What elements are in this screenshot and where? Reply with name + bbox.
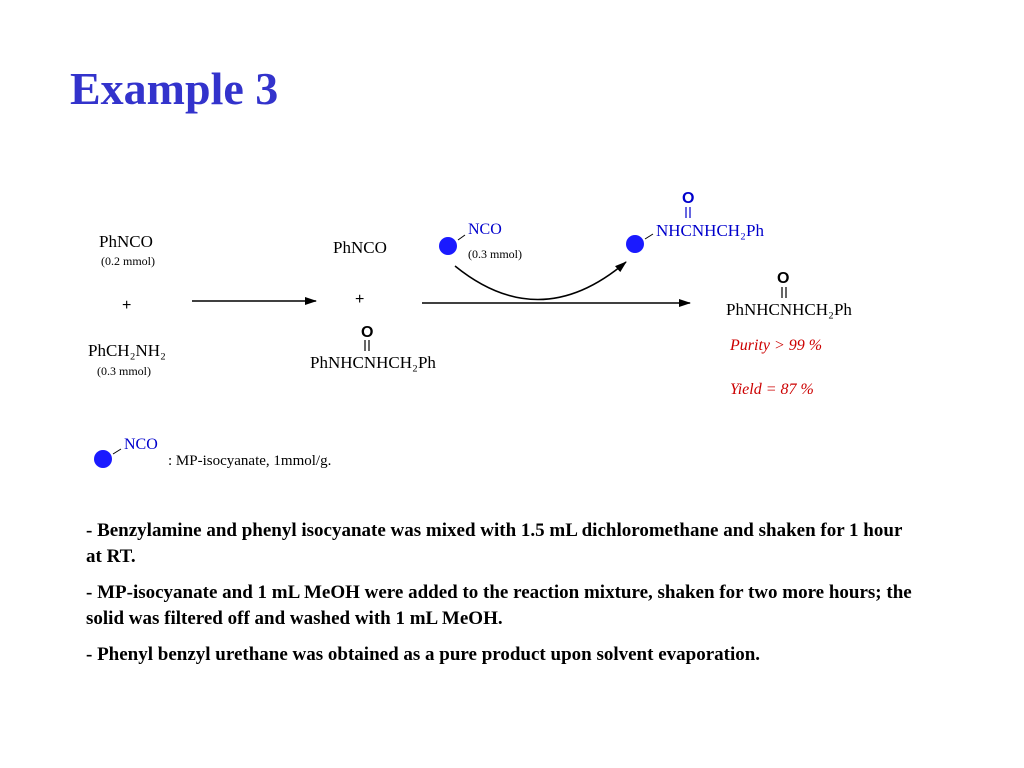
resin-group-label: NCO: [468, 221, 502, 238]
reactant2-label: PhCH₂NH₂: [88, 341, 166, 360]
bound-carbonyl-oxygen: O: [682, 190, 695, 207]
resin-amount: (0.3 mmol): [468, 247, 522, 261]
page-title: Example 3: [70, 63, 279, 114]
final-carbonyl-oxygen: O: [777, 270, 790, 287]
legend-resin-bead-icon: [94, 450, 112, 468]
mid-plus-sign: +: [355, 291, 365, 308]
legend-group-label: NCO: [124, 436, 158, 453]
final-product-label: PhNHCNHCH₂Ph: [726, 300, 852, 319]
reactant2-amount: (0.3 mmol): [97, 364, 151, 378]
reactant1-amount: (0.2 mmol): [101, 254, 155, 268]
procedure-notes: [86, 518, 916, 678]
purity-result: Purity > 99 %: [730, 337, 823, 354]
mid-carbonyl-oxygen: O: [361, 324, 374, 341]
curved-arrow: [455, 262, 626, 300]
legend-resin-linker: [113, 449, 121, 454]
resin-linker: [458, 235, 465, 240]
bound-resin-linker: [645, 234, 653, 239]
yield-result: Yield = 87 %: [730, 381, 814, 398]
mid-product-label: PhNHCNHCH₂Ph: [310, 353, 436, 372]
note-3: - Phenyl benzyl urethane was obtained as a pure product upon solvent evaporation.: [86, 644, 761, 665]
note-2: - MP-isocyanate and 1 mL MeOH were added to the reaction mixture, shaken for two more hours; the solid was filtered off and washed with 1 mL MeOH.: [86, 582, 912, 629]
legend-description: : MP-isocyanate, 1mmol/g.: [168, 453, 332, 469]
reactant1-label: PhNCO: [99, 232, 153, 251]
note-1: - Benzylamine and phenyl isocyanate was mixed with 1.5 mL dichloromethane and shaken for 1 hour at RT.: [86, 520, 903, 567]
mid-reactant-label: PhNCO: [333, 238, 387, 257]
resin-bead-icon: [439, 237, 457, 255]
bound-product-label: NHCNHCH₂Ph: [656, 221, 764, 240]
bound-resin-bead-icon: [626, 235, 644, 253]
plus-sign: +: [122, 297, 132, 314]
